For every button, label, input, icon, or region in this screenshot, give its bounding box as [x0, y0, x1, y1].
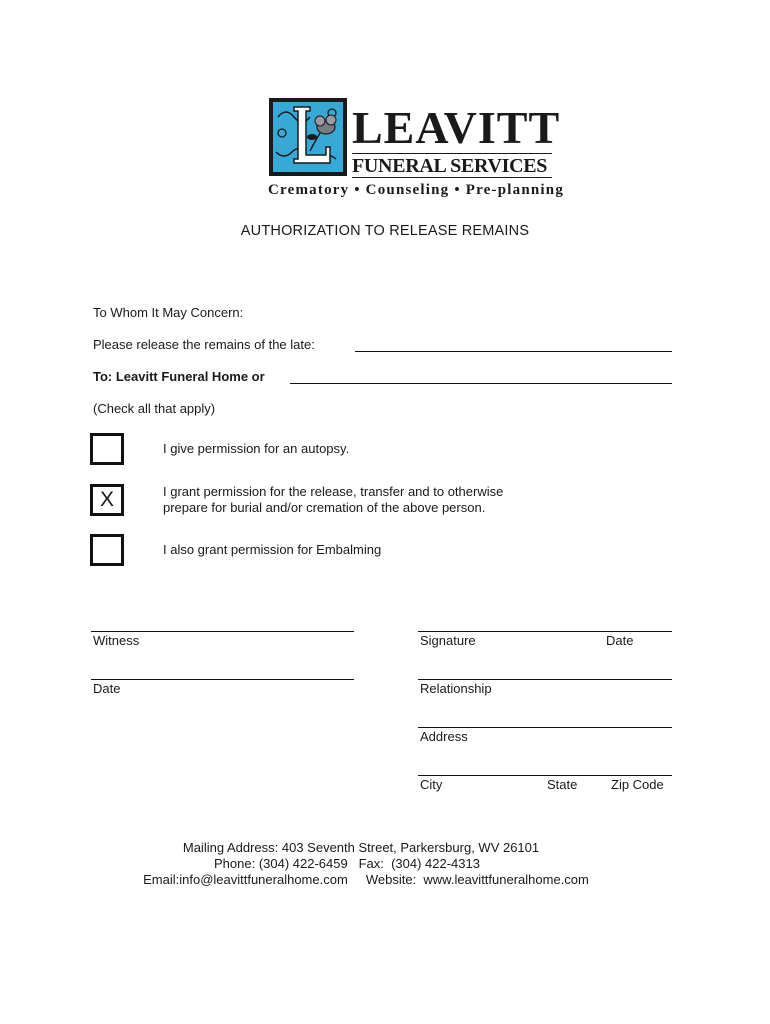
relationship-line[interactable] [418, 679, 672, 680]
logo-rule-bottom [352, 177, 552, 178]
to-label: To: Leavitt Funeral Home or [93, 369, 265, 384]
page-title: AUTHORIZATION TO RELEASE REMAINS [240, 223, 530, 239]
witness-line[interactable] [91, 631, 354, 632]
deceased-name-field[interactable] [355, 351, 672, 352]
witness-date-line[interactable] [91, 679, 354, 680]
address-label: Address [420, 729, 468, 744]
city-label: City [420, 777, 443, 792]
embalming-checkbox[interactable] [90, 534, 124, 566]
salutation: To Whom It May Concern: [93, 305, 244, 320]
logo-rule [352, 153, 552, 154]
zip-label: Zip Code [611, 777, 664, 792]
embalming-label: I also grant permission for Embalming [163, 542, 382, 557]
check-instruction: (Check all that apply) [93, 401, 216, 416]
witness-label: Witness [93, 633, 140, 648]
footer-phone-fax: Phone: (304) 422-6459 Fax: (304) 422-4313 [214, 856, 480, 871]
release-label-line1: I grant permission for the release, transfer and to otherwise [163, 484, 504, 499]
to-funeral-home-field[interactable] [290, 383, 672, 384]
signature-label: Signature [420, 633, 476, 648]
release-label: Please release the remains of the late: [93, 337, 315, 352]
relationship-label: Relationship [420, 681, 492, 696]
city-line[interactable] [418, 775, 672, 776]
autopsy-checkbox[interactable] [90, 433, 124, 465]
footer-mailing: Mailing Address: 403 Seventh Street, Parkersburg, WV 26101 [182, 840, 540, 855]
logo-tagline: Crematory • Counseling • Pre-planning [268, 182, 565, 198]
witness-date-label: Date [93, 681, 121, 696]
footer-email-web: Email:info@leavittfuneralhome.com Website: www.leavittfuneralhome.com [143, 872, 589, 887]
signature-line[interactable] [418, 631, 672, 632]
signature-date-label: Date [606, 633, 634, 648]
autopsy-label: I give permission for an autopsy. [163, 441, 350, 456]
address-line[interactable] [418, 727, 672, 728]
release-checkbox[interactable]: X [90, 484, 124, 516]
logo-subtitle: FUNERAL SERVICES [352, 155, 548, 177]
logo-emblem-icon [268, 97, 348, 177]
logo [268, 97, 565, 201]
release-label-line2: prepare for burial and/or cremation of the above person. [163, 500, 486, 515]
logo-name: LEAVITT [352, 102, 561, 153]
state-label: State [547, 777, 578, 792]
